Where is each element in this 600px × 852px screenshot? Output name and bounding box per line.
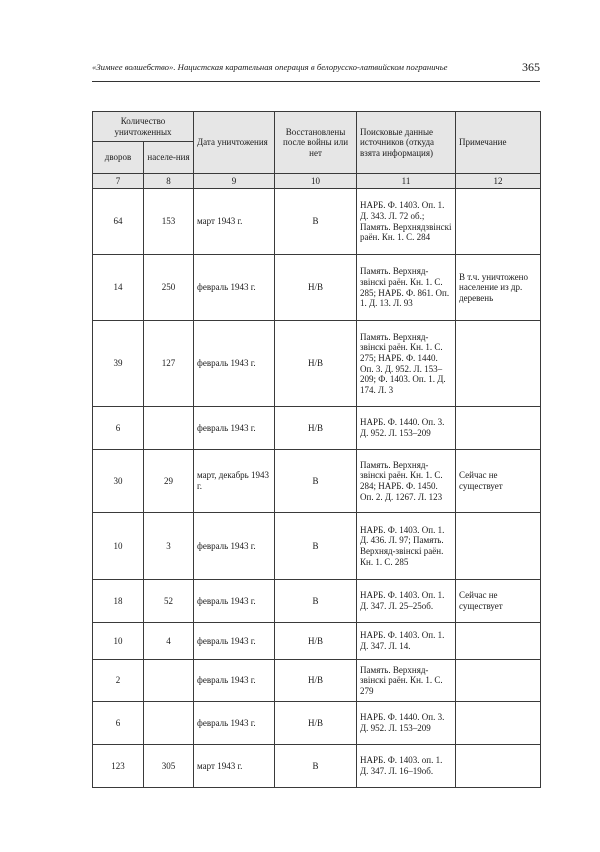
restored-cell: В bbox=[275, 450, 357, 513]
sources-cell: НАРБ. Ф. 1403. Оп. 1. Д. 347. Л. 25–25об. bbox=[357, 580, 456, 623]
sources-cell: Память. Верхняд-звінскі раён. Кн. 1. С. 285; НАРБ. Ф. 861. Оп. 1. Д. 13. Л. 93 bbox=[357, 255, 456, 321]
restored-cell: Н/В bbox=[275, 702, 357, 745]
sources-cell: Память. Верхняд-звінскі раён. Кн. 1. С. 279 bbox=[357, 660, 456, 702]
sources-cell: НАРБ. Ф. 1440. Оп. 3. Д. 952. Л. 153–209 bbox=[357, 407, 456, 450]
table-row bbox=[93, 321, 541, 407]
note-cell: В т.ч. уничтожено население из др. деревень bbox=[456, 255, 541, 321]
note-cell bbox=[456, 513, 541, 580]
date-cell: февраль 1943 г. bbox=[194, 407, 275, 450]
sources-cell: Память. Верхняд-звінскі раён. Кн. 1. С. 275; НАРБ. Ф. 1440. Оп. 3. Д. 952. Л. 153–209; Ф. 1403. Оп. 1. Д. 174. Л. 3 bbox=[357, 321, 456, 407]
households-cell: 2 bbox=[93, 660, 144, 702]
households-cell: 10 bbox=[93, 513, 144, 580]
restored-cell: Н/В bbox=[275, 623, 357, 660]
villages-table bbox=[92, 111, 541, 788]
date-cell: февраль 1943 г. bbox=[194, 623, 275, 660]
households-cell: 14 bbox=[93, 255, 144, 321]
column-number: 9 bbox=[194, 174, 275, 189]
restored-cell: В bbox=[275, 745, 357, 788]
running-head bbox=[92, 60, 540, 80]
header-date: Дата уничтожения bbox=[194, 112, 275, 174]
note-cell bbox=[456, 702, 541, 745]
households-cell: 123 bbox=[93, 745, 144, 788]
population-cell: 250 bbox=[144, 255, 194, 321]
population-cell bbox=[144, 702, 194, 745]
column-number: 11 bbox=[357, 174, 456, 189]
sources-cell: НАРБ. Ф. 1403. оп. 1. Д. 347. Л. 16–19об. bbox=[357, 745, 456, 788]
population-cell: 29 bbox=[144, 450, 194, 513]
restored-cell: Н/В bbox=[275, 660, 357, 702]
date-cell: февраль 1943 г. bbox=[194, 660, 275, 702]
sources-cell: Память. Верхняд-звінскі раён. Кн. 1. С. 284; НАРБ. Ф. 1450. Оп. 2. Д. 1267. Л. 123 bbox=[357, 450, 456, 513]
table-row bbox=[93, 623, 541, 660]
page-number: 365 bbox=[522, 60, 540, 74]
households-cell: 39 bbox=[93, 321, 144, 407]
restored-cell: Н/В bbox=[275, 321, 357, 407]
running-title: «Зимнее волшебство». Нацистская карательная операция в белорусско-латвийском пограничье bbox=[92, 62, 448, 72]
households-cell: 6 bbox=[93, 702, 144, 745]
sources-cell: НАРБ. Ф. 1403. Оп. 1. Д. 343. Л. 72 об.; Память. Верхнядзвінскі раён. Кн. 1. С. 284 bbox=[357, 189, 456, 255]
households-cell: 10 bbox=[93, 623, 144, 660]
header-restored: Восстановлены после войны или нет bbox=[275, 112, 357, 174]
population-cell: 127 bbox=[144, 321, 194, 407]
date-cell: февраль 1943 г. bbox=[194, 255, 275, 321]
note-cell bbox=[456, 189, 541, 255]
header-note: Примечание bbox=[456, 112, 541, 174]
population-cell bbox=[144, 407, 194, 450]
table-row bbox=[93, 660, 541, 702]
table-row bbox=[93, 702, 541, 745]
header-sources: Поисковые данные источников (откуда взята информация) bbox=[357, 112, 456, 174]
table-row bbox=[93, 513, 541, 580]
sources-cell: НАРБ. Ф. 1440. Оп. 3. Д. 952. Л. 153–209 bbox=[357, 702, 456, 745]
note-cell bbox=[456, 321, 541, 407]
note-cell bbox=[456, 660, 541, 702]
column-number: 7 bbox=[93, 174, 144, 189]
population-cell: 305 bbox=[144, 745, 194, 788]
header-households: дворов bbox=[93, 142, 144, 174]
table-row bbox=[93, 189, 541, 255]
date-cell: февраль 1943 г. bbox=[194, 321, 275, 407]
date-cell: февраль 1943 г. bbox=[194, 580, 275, 623]
restored-cell: В bbox=[275, 189, 357, 255]
population-cell bbox=[144, 660, 194, 702]
table-row bbox=[93, 745, 541, 788]
header-destroyed-group: Количество уничтоженных bbox=[93, 112, 194, 142]
column-number: 10 bbox=[275, 174, 357, 189]
date-cell: март, декабрь 1943 г. bbox=[194, 450, 275, 513]
date-cell: февраль 1943 г. bbox=[194, 702, 275, 745]
population-cell: 4 bbox=[144, 623, 194, 660]
column-number-row bbox=[93, 174, 541, 189]
date-cell: март 1943 г. bbox=[194, 745, 275, 788]
note-cell: Сейчас не существует bbox=[456, 580, 541, 623]
households-cell: 6 bbox=[93, 407, 144, 450]
table-row bbox=[93, 580, 541, 623]
sources-cell: НАРБ. Ф. 1403. Оп. 1. Д. 436. Л. 97; Память. Верхняд-звінскі раён. Кн. 1. С. 285 bbox=[357, 513, 456, 580]
table-row bbox=[93, 407, 541, 450]
header-rule bbox=[92, 81, 540, 82]
table-row bbox=[93, 255, 541, 321]
note-cell bbox=[456, 623, 541, 660]
households-cell: 30 bbox=[93, 450, 144, 513]
restored-cell: В bbox=[275, 513, 357, 580]
date-cell: март 1943 г. bbox=[194, 189, 275, 255]
column-number: 12 bbox=[456, 174, 541, 189]
restored-cell: В bbox=[275, 580, 357, 623]
population-cell: 3 bbox=[144, 513, 194, 580]
date-cell: февраль 1943 г. bbox=[194, 513, 275, 580]
sources-cell: НАРБ. Ф. 1403. Оп. 1. Д. 347. Л. 14. bbox=[357, 623, 456, 660]
note-cell: Сейчас не существует bbox=[456, 450, 541, 513]
population-cell: 153 bbox=[144, 189, 194, 255]
households-cell: 18 bbox=[93, 580, 144, 623]
column-number: 8 bbox=[144, 174, 194, 189]
restored-cell: Н/В bbox=[275, 255, 357, 321]
restored-cell: Н/В bbox=[275, 407, 357, 450]
households-cell: 64 bbox=[93, 189, 144, 255]
note-cell bbox=[456, 407, 541, 450]
note-cell bbox=[456, 745, 541, 788]
header-population: населе-ния bbox=[144, 142, 194, 174]
table-row bbox=[93, 450, 541, 513]
population-cell: 52 bbox=[144, 580, 194, 623]
